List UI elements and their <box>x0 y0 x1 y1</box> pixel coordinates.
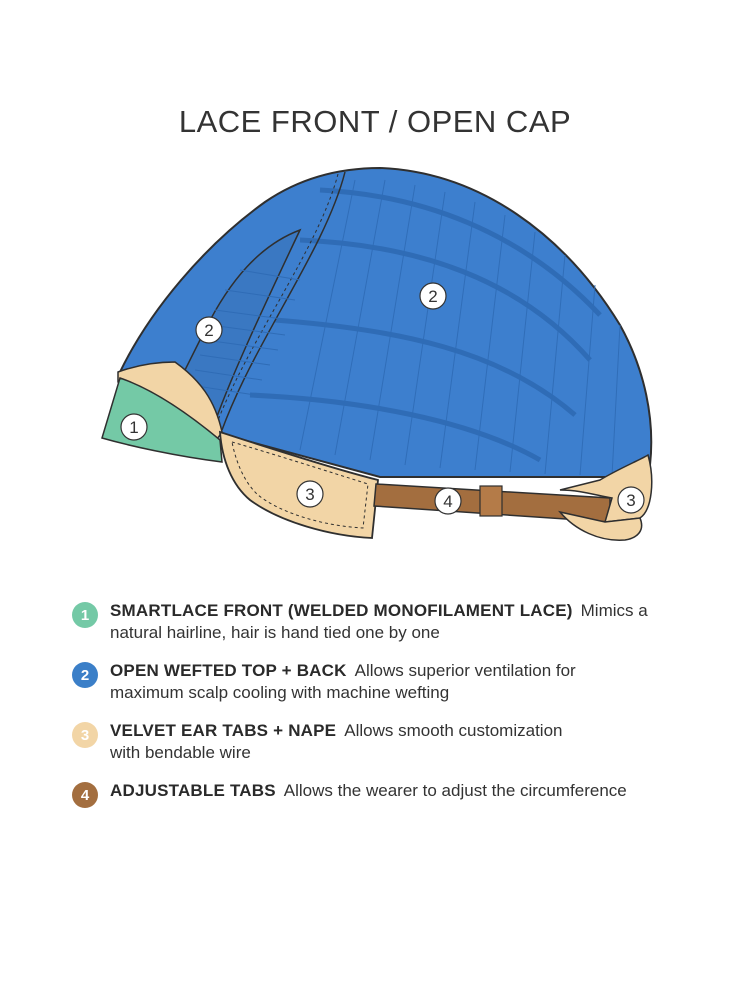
badge-1: 1 <box>72 602 98 628</box>
legend-desc-3a: Allows smooth customization <box>344 721 563 740</box>
callout-2b-label: 2 <box>428 287 438 306</box>
legend-desc-1b: natural hairline, hair is hand tied one by one <box>110 623 440 642</box>
callout-3a-label: 3 <box>305 485 315 504</box>
badge-4: 4 <box>72 782 98 808</box>
legend-title-2: OPEN WEFTED TOP + BACK <box>110 661 347 680</box>
callout-2a-label: 2 <box>204 321 214 340</box>
legend-title-1: SMARTLACE FRONT (WELDED MONOFILAMENT LACE) <box>110 601 573 620</box>
callout-2-top <box>420 283 446 309</box>
callout-4-label: 4 <box>443 492 453 511</box>
legend-desc-4a: Allows the wearer to adjust the circumference <box>283 781 627 800</box>
callout-1-label: 1 <box>129 418 139 437</box>
legend-item-1 <box>72 600 712 644</box>
legend-title-3: VELVET EAR TABS + NAPE <box>110 721 337 740</box>
cap-diagram <box>0 150 750 570</box>
callout-2-left <box>196 317 222 343</box>
legend <box>72 600 712 818</box>
legend-title-4: ADJUSTABLE TABS <box>110 781 276 800</box>
badge-2: 2 <box>72 662 98 688</box>
callout-3b-label: 3 <box>626 491 636 510</box>
legend-desc-1a: Mimics a <box>580 601 648 620</box>
badge-3: 3 <box>72 722 98 748</box>
legend-item-3 <box>72 720 712 764</box>
callout-4 <box>435 488 461 514</box>
callout-1 <box>121 414 147 440</box>
legend-desc-2b: maximum scalp cooling with machine wefting <box>110 683 450 702</box>
legend-desc-2a: Allows superior ventilation for <box>354 661 576 680</box>
strap-buckle <box>480 486 502 516</box>
legend-item-4 <box>72 780 712 802</box>
callout-3-right <box>618 487 644 513</box>
legend-item-2 <box>72 660 712 704</box>
legend-desc-3b: with bendable wire <box>110 743 251 762</box>
callout-3-left <box>297 481 323 507</box>
page-title: LACE FRONT / OPEN CAP <box>178 104 572 139</box>
